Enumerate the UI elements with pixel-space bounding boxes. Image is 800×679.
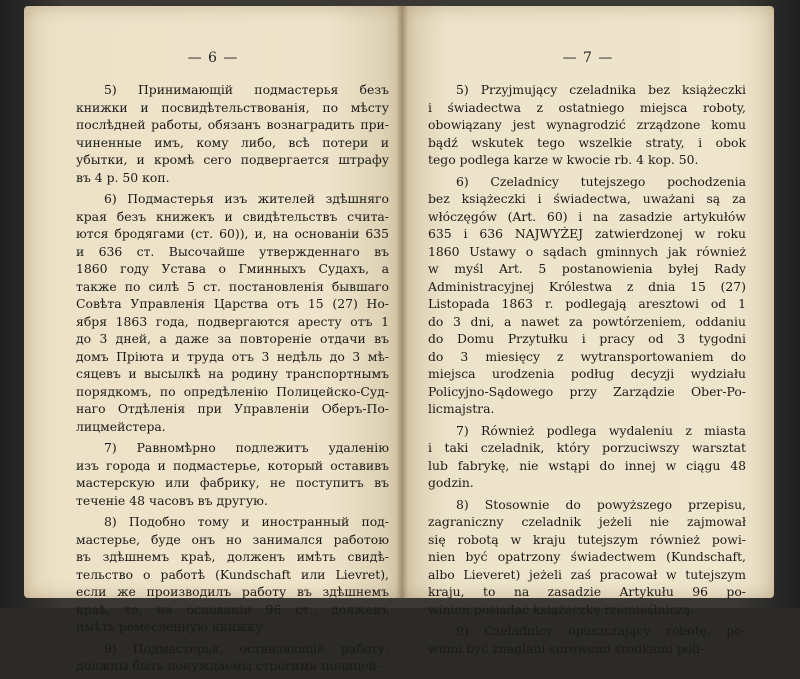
russian-paragraph-6 (76, 190, 389, 435)
text-line: до 3 дней, а даже за повторенiе отдачи въ (76, 331, 389, 346)
russian-paragraph-5 (76, 81, 389, 186)
text-line: do 3 miesięcy z wytransportowaniem do (428, 348, 746, 364)
text-line: obowiązany jest wynagrodzić zrządzone komu (428, 117, 746, 132)
text-line: ября 1863 года, подвергаются аресту отъ 1 (76, 313, 389, 329)
text-line: i świadectwa z ostatniego miejsca roboty, (428, 99, 746, 115)
text-line: мастерскую или фабрику, не поступитъ въ (76, 475, 389, 490)
polish-paragraph-8 (428, 496, 746, 619)
text-line: Listopada 1863 r. podlegają aresztowi od 1 (428, 296, 746, 311)
text-line: чиненные имъ, кому либо, всѣ потери и (76, 134, 389, 150)
text-line: имѣть ремесленную книжку. (76, 619, 267, 634)
text-line: się robotą w kraju tutejszym również powi- (428, 531, 746, 547)
russian-paragraph-7 (76, 439, 389, 509)
text-line: должны быть понуждаемы строгими полицей- (76, 658, 382, 673)
text-line: 8) Stosownie do powyższego przepisu, (456, 496, 746, 512)
page-number-left: — 6 — (187, 50, 239, 66)
text-line: bądź wskutek tego wszelkie straty, i obok (428, 134, 746, 150)
text-line: w myśl Art. 5 postanowienia byłej Rady (428, 261, 746, 276)
text-line: 5) Przyjmujący czeladnika bez książeczki (456, 82, 746, 97)
polish-paragraph-5 (428, 81, 746, 169)
text-line: края безъ книжекъ и свидѣтельствъ счита- (76, 208, 389, 224)
text-line: и 636 ст. Высочайше утвержденнаго въ (76, 243, 389, 259)
text-line: наго Отдѣленiя при Управленiи Оберъ-По- (76, 401, 389, 416)
text-line: bez książeczki i świadectwa, uważani są za (428, 191, 746, 206)
text-line: godzin. (428, 475, 474, 490)
text-line: nien być opatrzony świadectwem (Kundschaft, (428, 549, 746, 564)
text-line: ются бродягами (ст. 60)), и, на основанiи 635 (76, 226, 389, 241)
text-line: 6) Подмастерья изъ жителей здѣшняго (104, 191, 389, 206)
book-gutter (396, 6, 408, 598)
text-line: 9) Czeladnicy opuszczający robotę, po- (456, 623, 746, 638)
text-line: убытки, и кромѣ сего подвергается штрафу (76, 152, 389, 167)
polish-paragraph-7 (428, 422, 746, 492)
text-line: 8) Подобно тому и иностранный под- (104, 514, 389, 529)
text-line: 1860 году Устава о Гминныхъ Судахъ, а (76, 261, 389, 276)
text-line: если же производилъ работу въ здѣшнемъ (76, 584, 389, 599)
text-line: теченiе 48 часовъ въ другую. (76, 492, 268, 508)
text-line: послѣдней работы, обязанъ вознаградить при- (76, 117, 389, 132)
text-line: домъ Прiюта и труда отъ 3 недѣль до 3 мѣ- (76, 348, 389, 364)
polish-text-column (428, 81, 746, 661)
text-line: winien posiadać książeczkę rzemieślniczą. (428, 601, 695, 617)
text-line: порядкомъ, по опредѣленiю Полицейско-Суд- (76, 383, 389, 399)
text-line: изъ города и подмастерье, который оставивъ (76, 457, 389, 473)
text-line: kraju, to na zasadzie Artykułu 96 po- (428, 584, 746, 599)
right-page (402, 6, 774, 656)
text-line: 635 i 636 NAJWYŻEJ zatwierdzonej w roku (428, 226, 746, 241)
text-line: winni być znaglani surowemi środkami poli- (428, 640, 705, 656)
text-line: сяцевъ и высылкѣ на родину транспортнымъ (76, 366, 389, 381)
text-line: włóczęgów (Art. 60) i na zasadzie artykułów (428, 208, 746, 224)
text-line: Совѣта Управленiя Царства отъ 15 (27) Но- (76, 296, 389, 311)
text-line: 1860 Ustawy o sądach gminnych jak również (428, 243, 746, 259)
page-number-right: — 7 — (562, 50, 614, 66)
text-line: тельство о работѣ (Kundschaft или Lievret), (76, 566, 389, 582)
text-line: tego podlega karze w kwocie rb. 4 kop. 50. (428, 152, 699, 167)
text-line: мастерье, буде онъ но занимался работою (76, 531, 389, 547)
text-line: краѣ, то, на основанiи 96 ст., долженъ (76, 601, 389, 617)
russian-text-column (76, 81, 389, 679)
text-line: 9) Подмастерья, оставляющiе работу, (104, 640, 389, 656)
text-line: 7) Również podlega wydaleniu z miasta (456, 422, 746, 438)
polish-paragraph-9 (428, 622, 746, 657)
text-line: do 3 dni, a nawet za powtórzeniem, oddaniu (428, 313, 746, 329)
text-line: do Domu Przytułku i pracy od 3 tygodni (428, 331, 746, 346)
text-line: Administracyjnej Królestwa z dnia 15 (27) (428, 278, 746, 294)
text-line: zagraniczny czeladnik jeżeli nie zajmował (428, 514, 746, 529)
polish-paragraph-6 (428, 173, 746, 418)
left-page (24, 6, 402, 673)
text-line: въ здѣшнемъ краѣ, долженъ имѣть свидѣ- (76, 549, 389, 564)
text-line: 5) Принимающiй подмастерья безъ (104, 82, 389, 97)
text-line: 6) Czeladnicy tutejszego pochodzenia (456, 173, 746, 189)
text-line: также по силѣ 5 ст. постановленiя бывшаго (76, 278, 389, 294)
text-line: licmajstra. (428, 401, 495, 416)
text-line: Policyjno-Sądowego przy Zarządzie Ober-Po- (428, 383, 746, 399)
text-line: книжки и посвидѣтельствованiя, по мѣсту (76, 99, 389, 115)
russian-paragraph-9 (76, 640, 389, 675)
text-line: albo Lieveret) jeżeli zaś pracował w tutejszym (428, 566, 746, 582)
text-line: въ 4 р. 50 коп. (76, 169, 170, 185)
text-line: лицмейстера. (76, 418, 166, 434)
text-line: miejsca urodzenia podług decyzji wydziału (428, 366, 746, 381)
russian-paragraph-8 (76, 513, 389, 636)
text-line: 7) Равномѣрно подлежитъ удаленiю (104, 440, 389, 455)
text-line: lub fabrykę, nie wstąpi do innej w ciągu 48 (428, 457, 746, 473)
text-line: i taki czeladnik, który porzuciwszy warsztat (428, 440, 746, 455)
